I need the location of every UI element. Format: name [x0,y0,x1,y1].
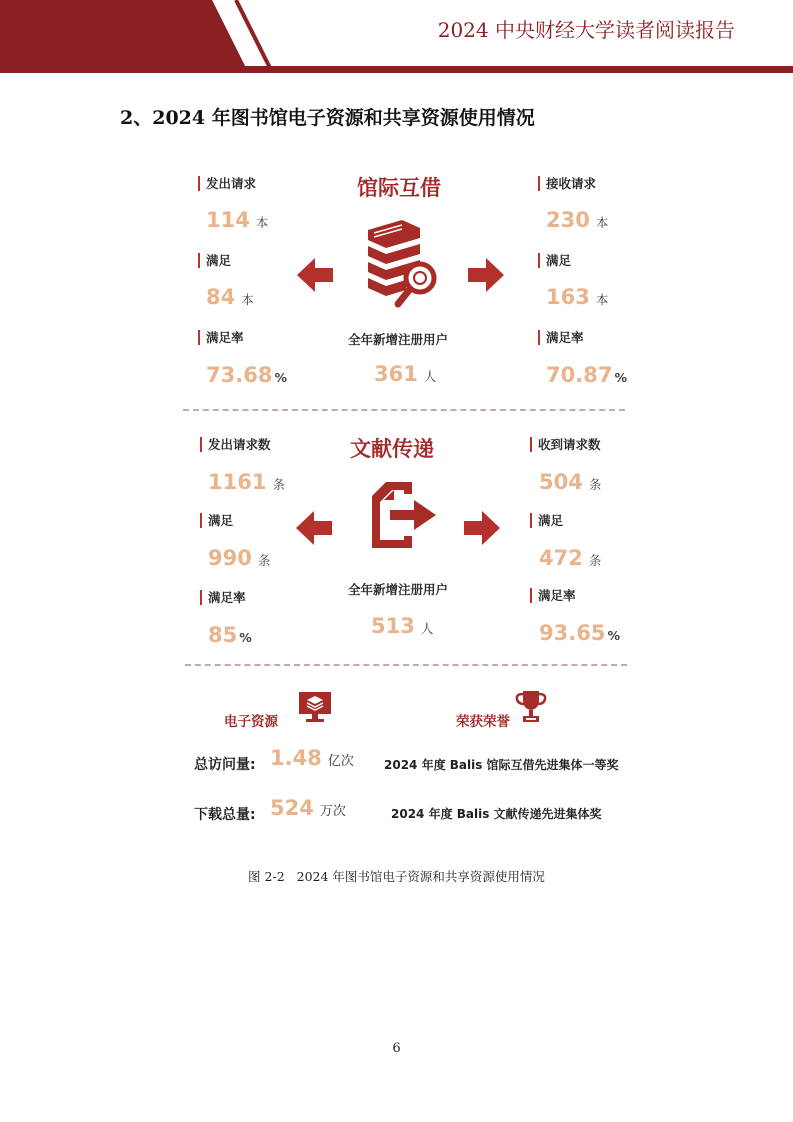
dd-right-fulfilled-value: 472 条 [539,546,602,570]
section-divider [183,409,625,411]
ill-left-fulfilled-label: 满足 [198,253,231,268]
ill-left-fulfilled-value: 84 本 [206,285,254,309]
document-delivery-title: 文献传递 [350,437,434,461]
ill-new-users-label: 全年新增注册用户 [348,332,449,347]
ill-right-rate-label: 满足率 [538,330,584,345]
section-divider [185,664,627,666]
interlibrary-title: 馆际互借 [357,176,441,200]
arrow-right-icon [466,255,506,295]
ill-right-rate-value: 70.87 % [546,363,627,387]
dd-right-requests-value: 504 条 [539,470,602,494]
figure-caption [0,867,793,885]
honors-title: 荣获荣誉 [456,714,510,730]
dd-left-requests-value: 1161 条 [208,470,285,494]
dd-new-users-value: 513 人 [371,614,434,638]
ill-left-rate-label: 满足率 [198,330,244,345]
arrow-left-icon [295,255,335,295]
document-export-icon [368,478,440,552]
award-1: 2024 年度 Balis 馆际互借先进集体一等奖 [384,758,619,772]
arrow-right-icon [462,508,502,548]
dd-left-rate-label: 满足率 [200,590,246,605]
dd-right-requests-label: 收到请求数 [530,437,601,452]
ill-left-requests-label: 发出请求 [198,176,256,191]
header-title: 2024 中央财经大学读者阅读报告 [437,18,735,42]
dd-new-users-label: 全年新增注册用户 [348,582,449,597]
award-2: 2024 年度 Balis 文献传递先进集体奖 [391,807,602,821]
dd-left-rate-value: 85 % [208,623,252,647]
visits-label: 总访问量: [194,757,256,773]
ill-right-fulfilled-value: 163 本 [546,285,609,309]
visits-value: 1.48 亿次 [270,746,354,770]
monitor-stack-icon [297,690,333,724]
section-heading: 2、2024 年图书馆电子资源和共享资源使用情况 [120,107,535,129]
dd-left-fulfilled-value: 990 条 [208,546,271,570]
dd-right-rate-label: 满足率 [530,588,576,603]
dd-right-fulfilled-label: 满足 [530,513,563,528]
trophy-icon [514,688,548,724]
arrow-left-icon [294,508,334,548]
dd-right-rate-value: 93.65 % [539,621,620,645]
ill-new-users-value: 361 人 [374,362,437,386]
figure-caption-text: 2024 年图书馆电子资源和共享资源使用情况 [296,869,545,884]
ill-right-fulfilled-label: 满足 [538,253,571,268]
books-magnifier-icon [362,216,444,312]
page-number: 6 [392,1041,401,1056]
downloads-value: 524 万次 [270,796,346,820]
ill-right-requests-label: 接收请求 [538,176,596,191]
ill-left-rate-value: 73.68 % [206,363,287,387]
electronic-resources-title: 电子资源 [224,714,278,730]
dd-left-requests-label: 发出请求数 [200,437,271,452]
ill-right-requests-value: 230 本 [546,208,609,232]
ill-left-requests-value: 114 本 [206,208,269,232]
downloads-label: 下载总量: [194,807,256,823]
figure-number: 图 2-2 [248,869,285,884]
dd-left-fulfilled-label: 满足 [200,513,233,528]
